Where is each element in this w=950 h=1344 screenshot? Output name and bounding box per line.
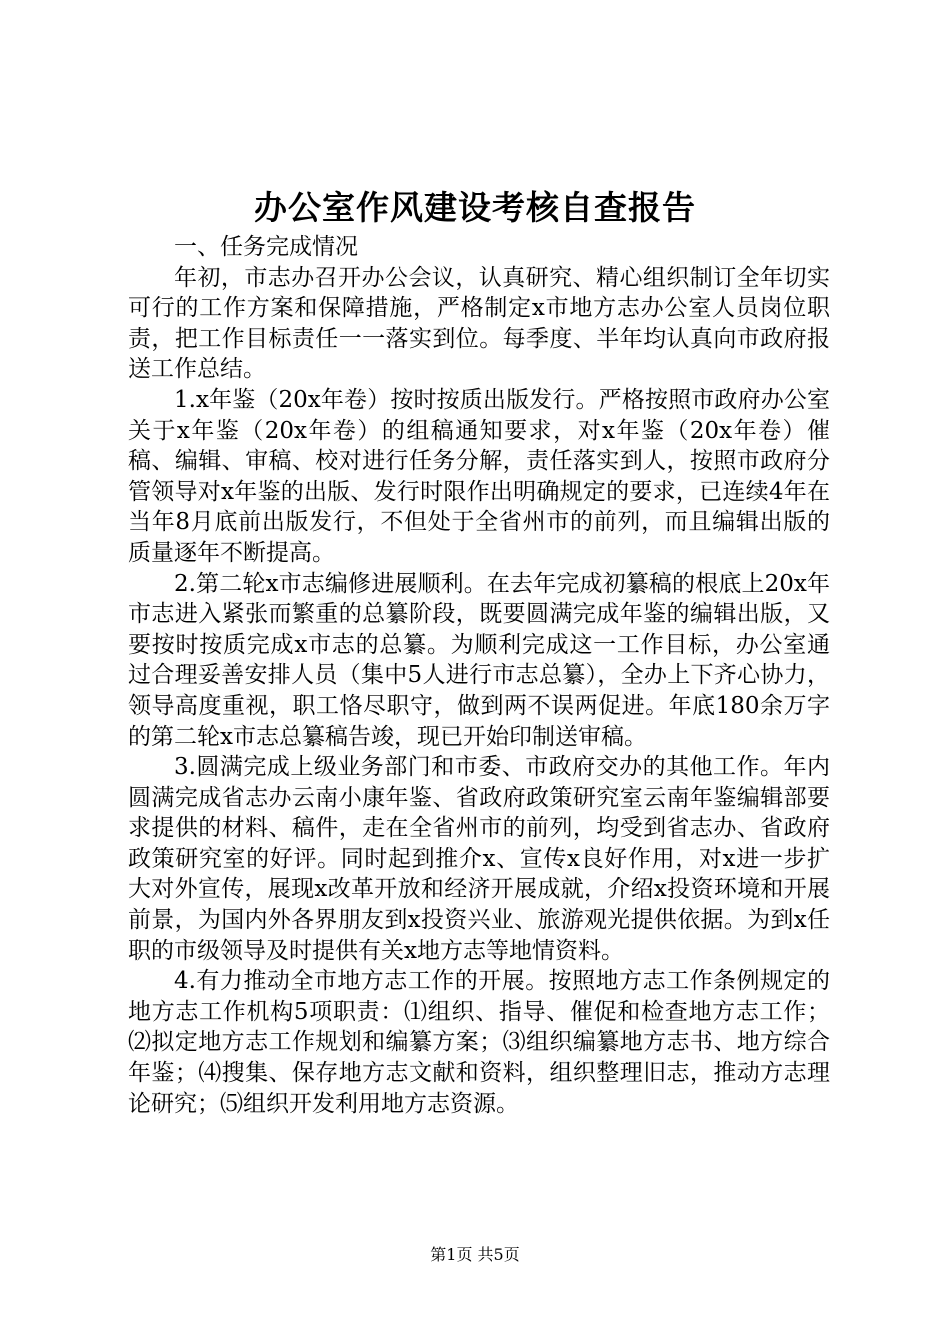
paragraph-item-3: 3.圆满完成上级业务部门和市委、市政府交办的其他工作。年内圆满完成省志办云南小康年鉴、省政府政策研究室云南年鉴编辑部要求提供的材料、稿件，走在全省州市的前列，均受到省志办、省政府政策研究室的好评。同时起到推介x、宣传x良好作用，对x进一步扩大对外宣传，展现x改革开放和经济开展成就，介绍x投资环境和开展前景，为国内外各界朋友到x投资兴业、旅游观光提供依据。为到x任职的市级领导及时提供有关x地方志等地情资料。: [128, 754, 830, 964]
section-heading: 一、任务完成情况: [174, 234, 358, 260]
page-footer: 第1页 共5页: [430, 1245, 520, 1264]
paragraph-item-2: 2.第二轮x市志编修进展顺利。在去年完成初纂稿的根底上20x年市志进入紧张而繁重的总纂阶段，既要圆满完成年鉴的编辑出版，又要按时按质完成x市志的总纂。为顺利完成这一工作目标，办公室通过合理妥善安排人员（集中5人进行市志总纂），全办上下齐心协力，领导高度重视，职工恪尽职守，做到两不误两促进。年底180余万字的第二轮x市志总纂稿告竣，现已开始印制送审稿。: [128, 570, 830, 750]
document-title: 办公室作风建设考核自查报告: [254, 188, 696, 227]
paragraph-item-4: 4.有力推动全市地方志工作的开展。按照地方志工作条例规定的地方志工作机构5项职责：⑴组织、指导、催促和检查地方志工作；⑵拟定地方志工作规划和编纂方案；⑶组织编纂地方志书、地方综合年鉴；⑷搜集、保存地方志文献和资料，组织整理旧志，推动方志理论研究；⑸组织开发利用地方志资源。: [128, 968, 830, 1117]
document-body: [128, 232, 830, 1119]
paragraph-item-1: 1.x年鉴（20x年卷）按时按质出版发行。严格按照市政府办公室关于x年鉴（20x年卷）的组稿通知要求，对x年鉴（20x年卷）催稿、编辑、审稿、校对进行任务分解，责任落实到人，按照市政府分管领导对x年鉴的出版、发行时限作出明确规定的要求，已连续4年在当年8月底前出版发行，不但处于全省州市的前列，而且编辑出版的质量逐年不断提高。: [128, 386, 830, 566]
paragraph-intro: 年初，市志办召开办公会议，认真研究、精心组织制订全年切实可行的工作方案和保障措施，严格制定x市地方志办公室人员岗位职责，把工作目标责任一一落实到位。每季度、半年均认真向市政府报送工作总结。: [128, 264, 830, 383]
